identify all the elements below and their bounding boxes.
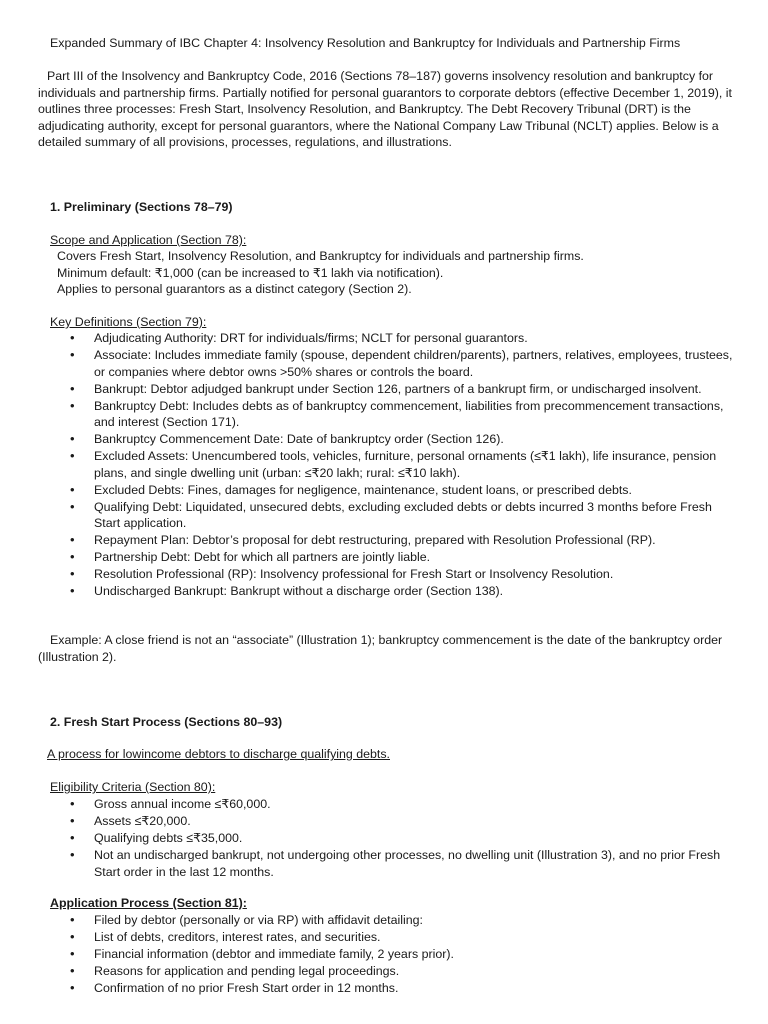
scope-line: Applies to personal guarantors as a distinct category (Section 2). (57, 282, 412, 296)
eligibility-list (38, 796, 734, 881)
definition-item: • Adjudicating Authority: DRT for individuals/firms; NCLT for personal guarantors. (38, 330, 734, 347)
application-item: • Filed by debtor (personally or via RP) with affidavit detailing: (38, 912, 734, 929)
definition-item: • Qualifying Debt: Liquidated, unsecured debts, excluding excluded debts or debts incurred 3 months before Fresh Start application. (38, 499, 734, 532)
section-1-heading: 1. Preliminary (Sections 78–79) (50, 200, 233, 214)
eligibility-item: • Qualifying debts ≤₹35,000. (38, 830, 734, 847)
example-paragraph: Example: A close friend is not an “associate” (Illustration 1); bankruptcy commencement is the date of the bankruptcy order (Illustration 2). (38, 633, 723, 664)
definition-item: • Excluded Debts: Fines, damages for negligence, maintenance, student loans, or prescribed debts. (38, 482, 734, 499)
definition-item: • Repayment Plan: Debtor’s proposal for debt restructuring, prepared with Resolution Professional (RP). (38, 532, 734, 549)
definition-item: • Bankruptcy Debt: Includes debts as of bankruptcy commencement, liabilities from precommencement transactions, and interest (Section 171). (38, 398, 734, 431)
scope-line: Minimum default: ₹1,000 (can be increased to ₹1 lakh via notification). (57, 265, 444, 280)
application-item: • Financial information (debtor and immediate family, 2 years prior). (38, 946, 734, 963)
application-item: • List of debts, creditors, interest rates, and securities. (38, 929, 734, 946)
definition-item: • Bankrupt: Debtor adjudged bankrupt under Section 126, partners of a bankrupt firm, or undischarged insolvent. (38, 381, 734, 398)
definition-item: • Bankruptcy Commencement Date: Date of bankruptcy order (Section 126). (38, 431, 734, 448)
application-item: • Reasons for application and pending legal proceedings. (38, 963, 734, 980)
application-list (38, 912, 734, 997)
definition-item: • Undischarged Bankrupt: Bankrupt without a discharge order (Section 138). (38, 583, 734, 600)
eligibility-item: • Assets ≤₹20,000. (38, 813, 734, 830)
scope-line: Covers Fresh Start, Insolvency Resolution, and Bankruptcy for individuals and partnership firms. (57, 249, 584, 263)
definitions-list (38, 330, 734, 600)
eligibility-heading: Eligibility Criteria (Section 80): (50, 780, 216, 794)
definition-item: • Excluded Assets: Unencumbered tools, vehicles, furniture, personal ornaments (≤₹1 lakh), life insurance, pension plans, and single dwelling unit (urban: ≤₹20 lakh; rural: ≤₹10 lakh). (38, 448, 734, 481)
eligibility-item: • Gross annual income ≤₹60,000. (38, 796, 734, 813)
definition-item: • Partnership Debt: Debt for which all partners are jointly liable. (38, 549, 734, 566)
definition-item: • Associate: Includes immediate family (spouse, dependent children/parents), partners, relatives, employees, trustees, or companies where debtor owns >50% shares or controls the board. (38, 347, 734, 380)
application-heading: Application Process (Section 81): (50, 896, 247, 910)
eligibility-item: • Not an undischarged bankrupt, not undergoing other processes, no dwelling unit (Illustration 3), and no prior Fresh Start order in the last 12 months. (38, 847, 734, 880)
fresh-start-description: A process for lowincome debtors to discharge qualifying debts. (47, 747, 390, 761)
document-title: Expanded Summary of IBC Chapter 4: Insolvency Resolution and Bankruptcy for Individuals and Partnership Firms (50, 36, 681, 50)
application-item: • Confirmation of no prior Fresh Start order in 12 months. (38, 980, 734, 997)
intro-paragraph: Part III of the Insolvency and Bankruptcy Code, 2016 (Sections 78–187) governs insolvency resolution and bankruptcy for individuals and partnership firms. Partially notified for personal guarantors to corporate debtors (effective December 1, 2019), it outlines three processes: Fresh Start, Insolvency Resolution, and Bankruptcy. The Debt Recovery Tribunal (DRT) is the adjudicating authority, except for personal guarantors, where the National Company Law Tribunal (NCLT) applies. Below is a detailed summary of all provisions, processes, regulations, and illustrations. (38, 69, 733, 149)
definition-item: • Resolution Professional (RP): Insolvency professional for Fresh Start or Insolvency Resolution. (38, 566, 734, 583)
section-2-heading: 2. Fresh Start Process (Sections 80–93) (50, 715, 283, 729)
scope-heading: Scope and Application (Section 78): (50, 233, 247, 247)
definitions-heading: Key Definitions (Section 79): (50, 315, 207, 329)
